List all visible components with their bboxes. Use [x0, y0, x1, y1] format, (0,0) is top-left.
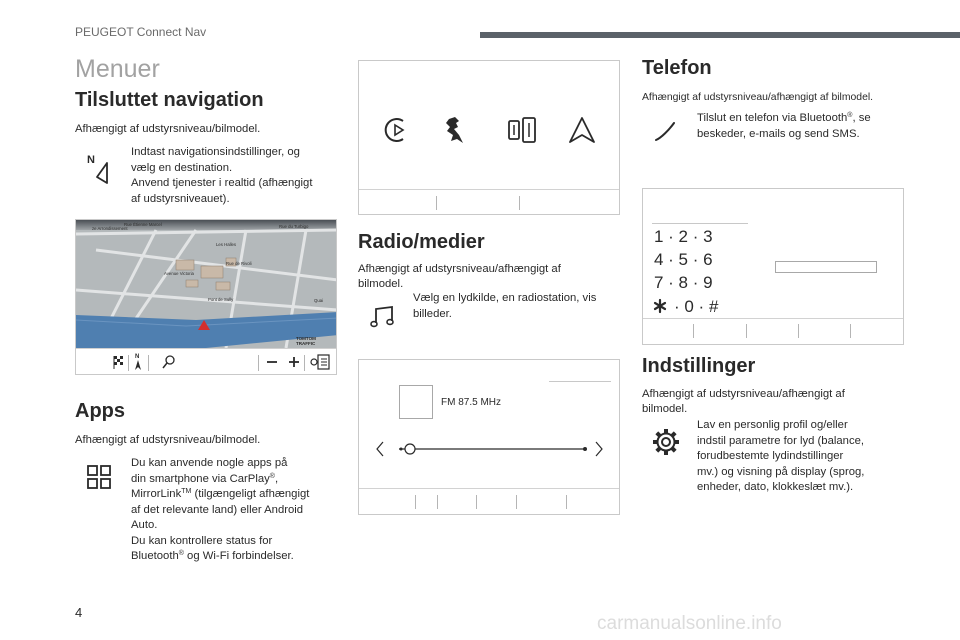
compass-label: N — [135, 354, 140, 360]
apps-grid-icon — [87, 465, 113, 491]
radio-intro: Afhængigt af udstyrsniveau/afhængigt af bilmodel. — [358, 263, 561, 290]
chevron-right-icon[interactable] — [594, 440, 604, 458]
search-icon[interactable] — [162, 354, 176, 370]
keypad-row-2[interactable]: 4 · 5 · 6 — [654, 250, 713, 269]
keypad-divider — [652, 223, 748, 224]
nav-intro: Afhængigt af udstyrsniveau/bilmodel. — [75, 123, 261, 135]
screen-separator — [693, 324, 694, 338]
map-toolbar — [76, 348, 336, 375]
mirrorlink-icon[interactable] — [507, 117, 537, 143]
apps-description: Du kan anvende nogle apps på din smartphone via CarPlay®, MirrorLink™ (tilgængeligt afhængigt af det relevante land) eller Android Auto. Du kan kontrollere status for Bluetooth® og Wi-Fi forbindelser. — [131, 457, 310, 562]
svg-text:N: N — [87, 154, 95, 166]
phone-handset-icon — [653, 120, 677, 142]
screen-divider — [549, 381, 611, 382]
nav-heading: Tilsluttet navigation — [75, 89, 264, 111]
map-label: Quai — [314, 298, 324, 303]
screen-separator — [415, 495, 416, 509]
settings-description: Lav en personlig profil og/eller indstil parametre for lyd (balance, forudbestemte lydindstillinger mv.) og visning på display (sprog, enheder, dato, klokkeslæt mv.). — [697, 419, 865, 493]
watermark: carmanualsonline.info — [597, 613, 782, 634]
toolbar-separator — [258, 355, 259, 371]
settings-intro: Afhængigt af udstyrsniveau/afhængigt af bilmodel. — [642, 388, 845, 415]
screen-separator — [476, 495, 477, 509]
screen-separator — [516, 495, 517, 509]
toolbar-separator — [304, 355, 305, 371]
screen-separator — [798, 324, 799, 338]
apps-screen-bar — [359, 189, 619, 190]
station-label: FM 87.5 MHz — [441, 397, 502, 408]
radio-screen — [358, 359, 620, 515]
page-number: 4 — [75, 605, 83, 620]
keypad-row-4[interactable]: · 0 · # — [674, 297, 719, 316]
map-label: Avenue Victoria — [164, 271, 194, 276]
music-note-icon — [370, 305, 396, 329]
phone-screen-bar — [643, 318, 903, 319]
screen-separator — [566, 495, 567, 509]
peugeot-lion-icon[interactable] — [441, 115, 467, 145]
toolbar-separator — [128, 355, 129, 371]
map-label: ze Arrondissement — [92, 226, 128, 231]
apps-heading: Apps — [75, 400, 125, 422]
number-display-field[interactable] — [775, 261, 877, 273]
map-menu-icon[interactable] — [310, 354, 330, 370]
asterisk-key-icon[interactable] — [653, 298, 667, 314]
radio-screen-bar — [359, 488, 619, 489]
android-auto-icon[interactable] — [567, 115, 597, 145]
page-title: Menuer — [75, 55, 160, 83]
apps-intro: Afhængigt af udstyrsniveau/bilmodel. — [75, 434, 261, 446]
map-label: Rue Étienne Marcel — [124, 222, 162, 227]
phone-intro: Afhængigt af udstyrsniveau/afhængigt af bilmodel. — [642, 92, 874, 103]
running-header-title: PEUGEOT Connect Nav — [75, 25, 207, 39]
nav-description: Indtast navigationsindstillinger, og vælg en destination. Anvend tjenester i realtid (afhængigt af udstyrsniveauet). — [131, 146, 313, 205]
screen-separator — [436, 196, 437, 210]
zoom-in-icon[interactable] — [288, 355, 300, 369]
keypad-row-1[interactable]: 1 · 2 · 3 — [654, 227, 713, 246]
checkered-flag-icon[interactable] — [112, 355, 124, 369]
screen-separator — [850, 324, 851, 338]
chevron-left-icon[interactable] — [375, 440, 385, 458]
map-label: Rue de Rivoli — [226, 261, 252, 266]
compass-icon[interactable] — [132, 351, 144, 373]
screen-separator — [519, 196, 520, 210]
screen-separator — [746, 324, 747, 338]
station-artwork — [399, 385, 433, 419]
navigation-arrow-icon — [87, 153, 113, 187]
frequency-slider[interactable] — [399, 440, 589, 458]
screen-separator — [437, 495, 438, 509]
phone-heading: Telefon — [642, 57, 712, 79]
map-label: Les Halles — [216, 242, 237, 247]
gear-icon — [652, 428, 680, 456]
map-label: Rue du Turbigo — [279, 224, 309, 229]
navigation-map-screen — [75, 219, 337, 375]
phone-description: Tilslut en telefon via Bluetooth®, se beskeder, e-mails og send SMS. — [697, 112, 871, 140]
apps-screen — [358, 60, 620, 215]
settings-heading: Indstillinger — [642, 355, 756, 377]
radio-description: Vælg en lydkilde, en radiostation, vis billeder. — [413, 292, 597, 320]
map-label: Pont de Sully — [208, 297, 234, 302]
keypad-row-3[interactable]: 7 · 8 · 9 — [654, 273, 713, 292]
toolbar-separator — [148, 355, 149, 371]
carplay-icon[interactable] — [381, 115, 411, 145]
radio-heading: Radio/medier — [358, 231, 485, 253]
header-bar — [480, 32, 960, 38]
tomtom-traffic-logo: TOMTOM TRAFFIC — [296, 336, 316, 346]
zoom-out-icon[interactable] — [266, 355, 278, 369]
